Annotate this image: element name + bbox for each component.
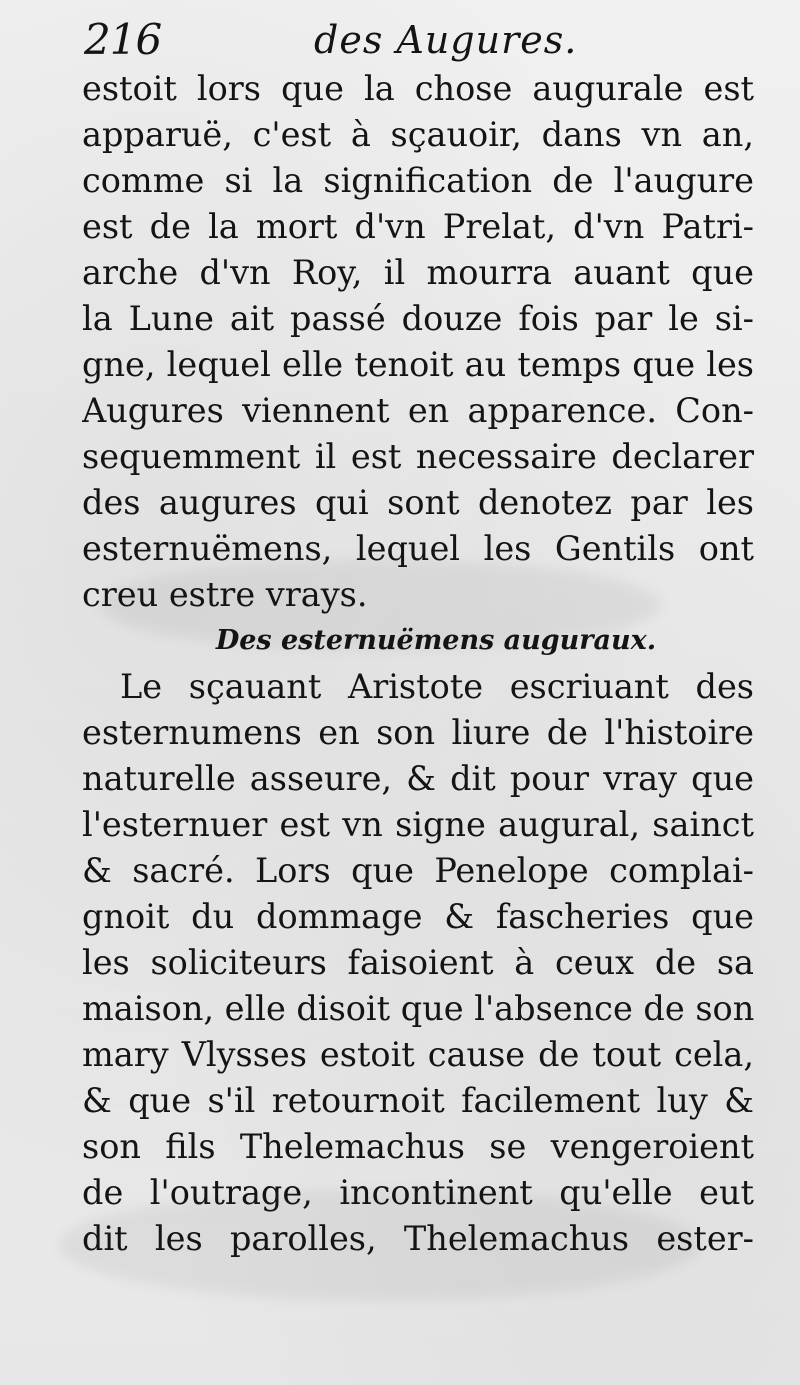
- text-line: esternumens en son liure de l'histoire: [82, 713, 754, 752]
- text-line: Augures viennent en apparence. Con-: [82, 391, 754, 430]
- running-head: des Augures.: [314, 18, 578, 62]
- text-block: [82, 66, 754, 1262]
- text-line: mary Vlysses estoit cause de tout cela,: [82, 1035, 754, 1074]
- text-line: creu estre vrays.: [82, 575, 368, 614]
- text-line: naturelle asseure, & dit pour vray que: [82, 759, 754, 798]
- text-line: gnoit du dommage & fascheries que: [82, 897, 754, 936]
- text-line: la Lune ait passé douze fois par le si-: [82, 299, 754, 338]
- text-line: son fils Thelemachus se vengeroient: [82, 1127, 754, 1166]
- page-header: [84, 14, 754, 66]
- text-line: l'esternuer est vn signe augural, sainct: [82, 805, 754, 844]
- text-line: gne, lequel elle tenoit au temps que les: [82, 345, 754, 384]
- text-line: les soliciteurs faisoient à ceux de sa: [82, 943, 754, 982]
- text-line: estoit lors que la chose augurale est: [82, 69, 754, 108]
- text-line: sequemment il est necessaire declarer: [82, 437, 754, 476]
- text-line: des augures qui sont denotez par les: [82, 483, 754, 522]
- text-line: dit les parolles, Thelemachus ester-: [82, 1219, 754, 1258]
- text-line: & sacré. Lors que Penelope complai-: [82, 851, 754, 890]
- page-number: 216: [84, 15, 162, 64]
- text-line: maison, elle disoit que l'absence de son: [82, 989, 754, 1028]
- section-heading: Des esternuëmens auguraux.: [215, 625, 657, 656]
- text-line: Le sçauant Aristote escriuant des: [120, 667, 754, 706]
- paragraph-2: [82, 664, 754, 1262]
- text-line: comme si la signification de l'augure: [82, 161, 754, 200]
- text-line: esternuëmens, lequel les Gentils ont: [82, 529, 754, 568]
- text-line: arche d'vn Roy, il mourra auant que: [82, 253, 754, 292]
- text-line: est de la mort d'vn Prelat, d'vn Patri-: [82, 207, 754, 246]
- text-line: & que s'il retournoit facilement luy &: [82, 1081, 754, 1120]
- text-line: de l'outrage, incontinent qu'elle eut: [82, 1173, 754, 1212]
- paragraph-1: [82, 66, 754, 618]
- text-line: apparuë, c'est à sçauoir, dans vn an,: [82, 115, 754, 154]
